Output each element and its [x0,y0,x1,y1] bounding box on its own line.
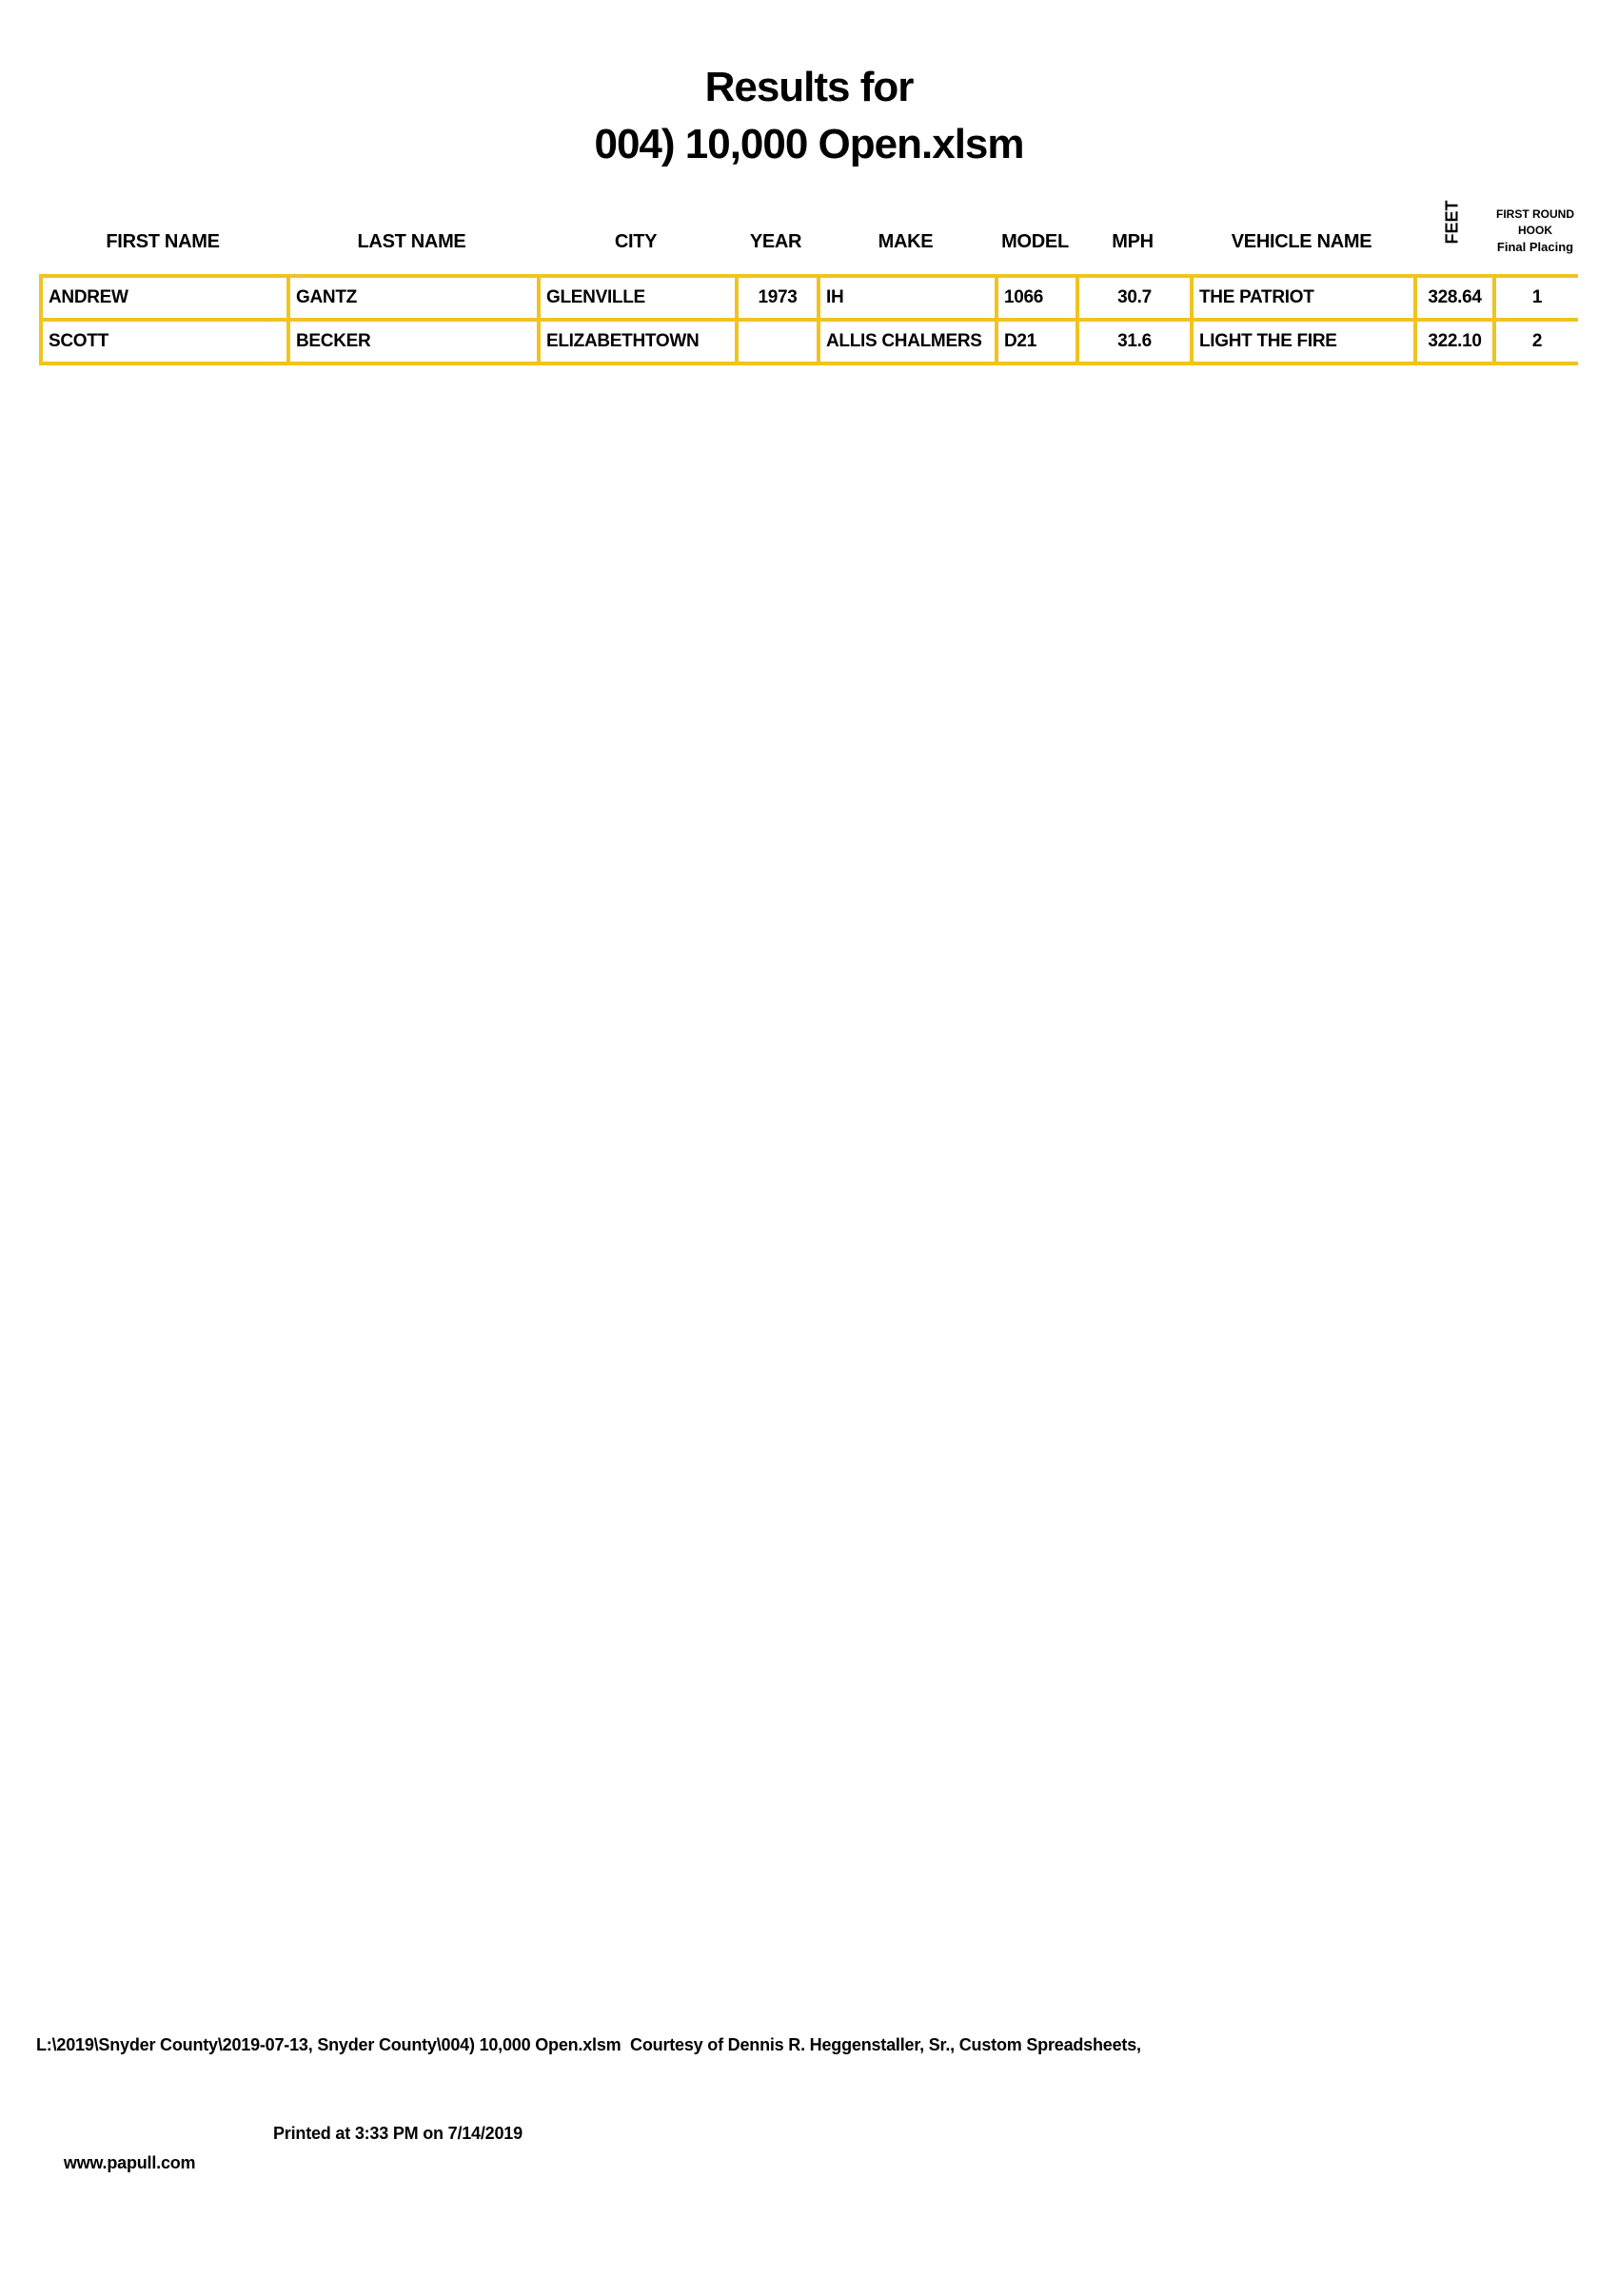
page-title [0,59,1618,173]
column-header-make: MAKE [878,231,934,252]
cell-make: IH [817,274,995,318]
cell-first-name: ANDREW [39,274,286,318]
cell-year [735,318,817,365]
footer-printed-timestamp: Printed at 3:33 PM on 7/14/2019 [273,2124,523,2143]
page-footer [36,1972,1588,2296]
cell-model: D21 [995,318,1075,365]
footer-website: www.papull.com [63,2153,196,2172]
results-table [39,274,1578,365]
footer-second-line [36,2119,1588,2237]
cell-mph: 31.6 [1075,318,1190,365]
cell-year: 1973 [735,274,817,318]
cell-mph: 30.7 [1075,274,1190,318]
column-header-model: MODEL [1001,231,1069,252]
cell-model: 1066 [995,274,1075,318]
page-title-line1: Results for [704,64,914,110]
cell-last-name: GANTZ [286,274,537,318]
column-header-year: YEAR [749,231,802,252]
cell-last-name: BECKER [286,318,537,365]
cell-city: ELIZABETHTOWN [537,318,735,365]
column-header-final-placing [1492,206,1578,255]
cell-make: ALLIS CHALMERS [817,318,995,365]
cell-final-placing: 1 [1492,274,1578,318]
page-title-line2: 004) 10,000 Open.xlsm [594,121,1024,167]
feet-rotated-label: FEET [1442,200,1462,245]
column-header-mph: MPH [1112,231,1154,252]
hook-header-line1: FIRST ROUND [1496,207,1574,221]
column-header-vehicle-name: VEHICLE NAME [1231,231,1372,252]
cell-vehicle-name: THE PATRIOT [1190,274,1413,318]
column-header-city: CITY [614,231,658,252]
hook-header-line3: Final Placing [1496,240,1574,254]
column-header-feet [1413,188,1492,255]
table-header-row [39,188,1578,255]
column-header-first-name: FIRST NAME [106,231,220,252]
hook-header-line2: HOOK [1518,224,1552,237]
cell-feet: 328.64 [1413,274,1492,318]
cell-feet: 322.10 [1413,318,1492,365]
cell-final-placing: 2 [1492,318,1578,365]
cell-city: GLENVILLE [537,274,735,318]
column-header-last-name: LAST NAME [357,231,466,252]
cell-vehicle-name: LIGHT THE FIRE [1190,318,1413,365]
cell-first-name: SCOTT [39,318,286,365]
footer-file-path-line: L:\2019\Snyder County\2019-07-13, Snyder County\004) 10,000 Open.xlsm Courtesy of Dennis R. Heggenstaller, Sr., Custom Spreadsheets, [36,2035,1141,2054]
